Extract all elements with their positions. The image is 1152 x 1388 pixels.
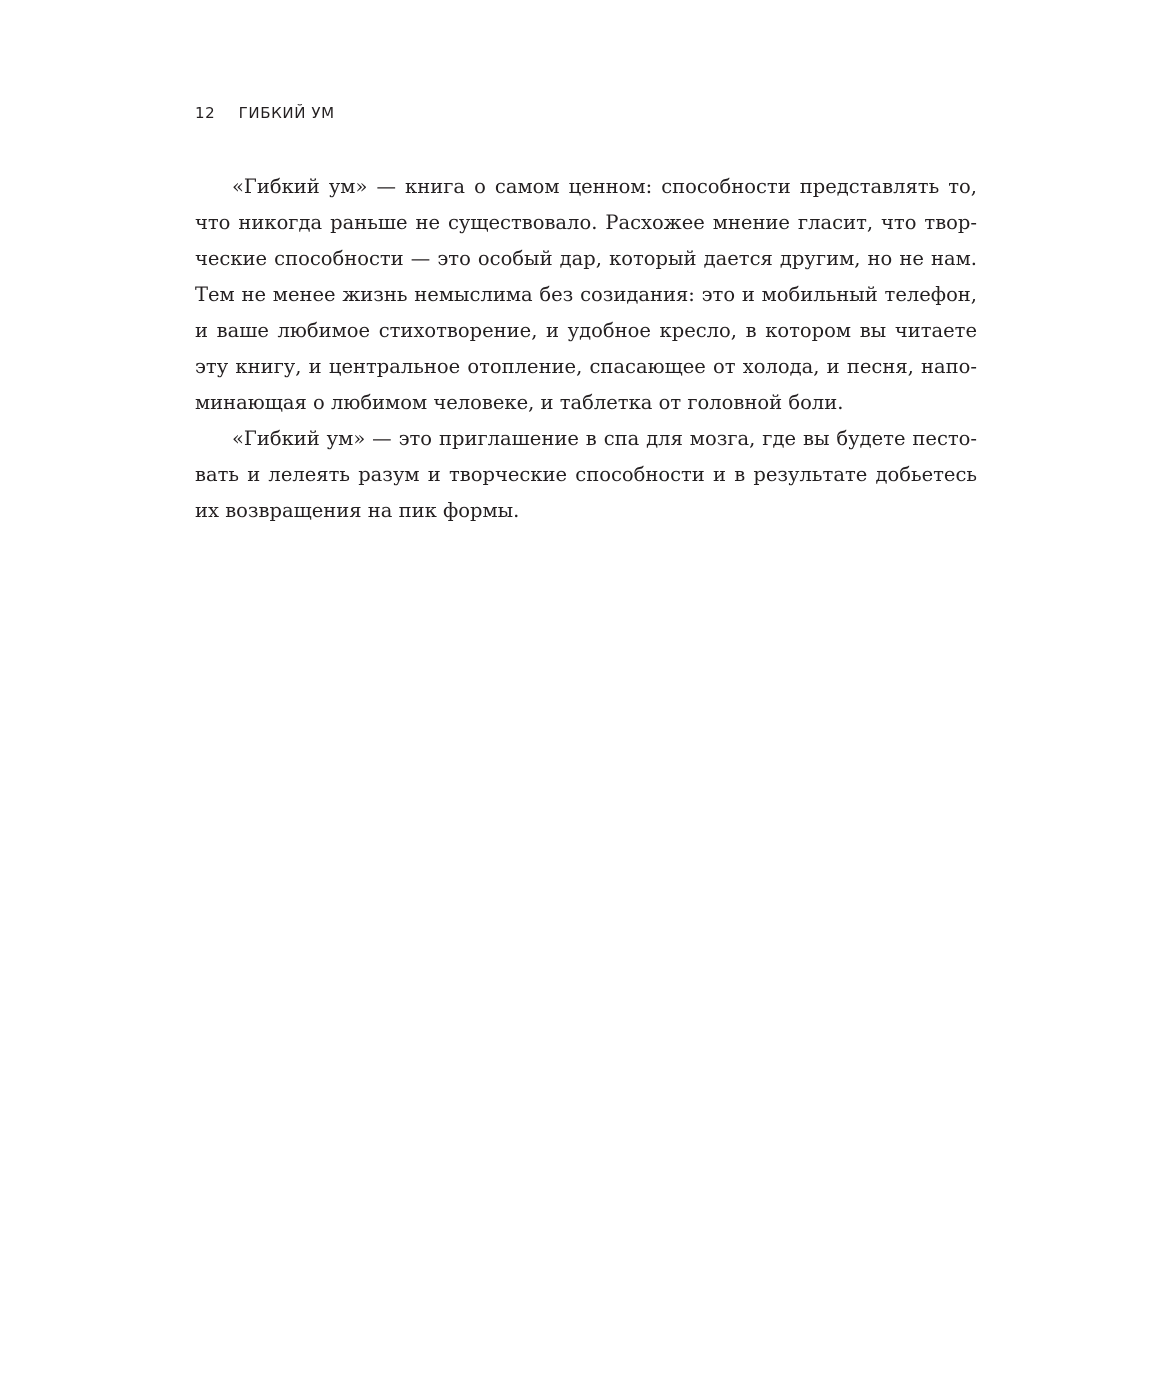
text-line: вать и лелеять разум и творческие способности и в результате добьетесь xyxy=(195,463,977,486)
text-line: минающая о любимом человеке, и таблетка от головной боли. xyxy=(195,391,844,414)
text-line: ческие способности — это особый дар, который дается другим, но не нам. xyxy=(195,247,977,270)
text-line: и ваше любимое стихотворение, и удобное кресло, в котором вы читаете xyxy=(195,319,977,342)
text-line: Тем не менее жизнь немыслима без созидания: это и мобильный телефон, xyxy=(195,283,977,306)
page-number: 12 xyxy=(195,104,216,122)
text-line: «Гибкий ум» — книга о самом ценном: способности представлять то, xyxy=(232,175,977,198)
body-text xyxy=(195,169,977,529)
running-header xyxy=(195,104,335,122)
paragraph-2 xyxy=(195,421,977,529)
text-line: их возвращения на пик формы. xyxy=(195,499,520,522)
text-line: «Гибкий ум» — это приглашение в спа для мозга, где вы будете песто- xyxy=(232,427,977,450)
running-title: ГИБКИЙ УМ xyxy=(238,104,335,122)
text-line: что никогда раньше не существовало. Расхожее мнение гласит, что твор- xyxy=(195,211,977,234)
paragraph-1 xyxy=(195,169,977,421)
text-line: эту книгу, и центральное отопление, спасающее от холода, и песня, напо- xyxy=(195,355,977,378)
